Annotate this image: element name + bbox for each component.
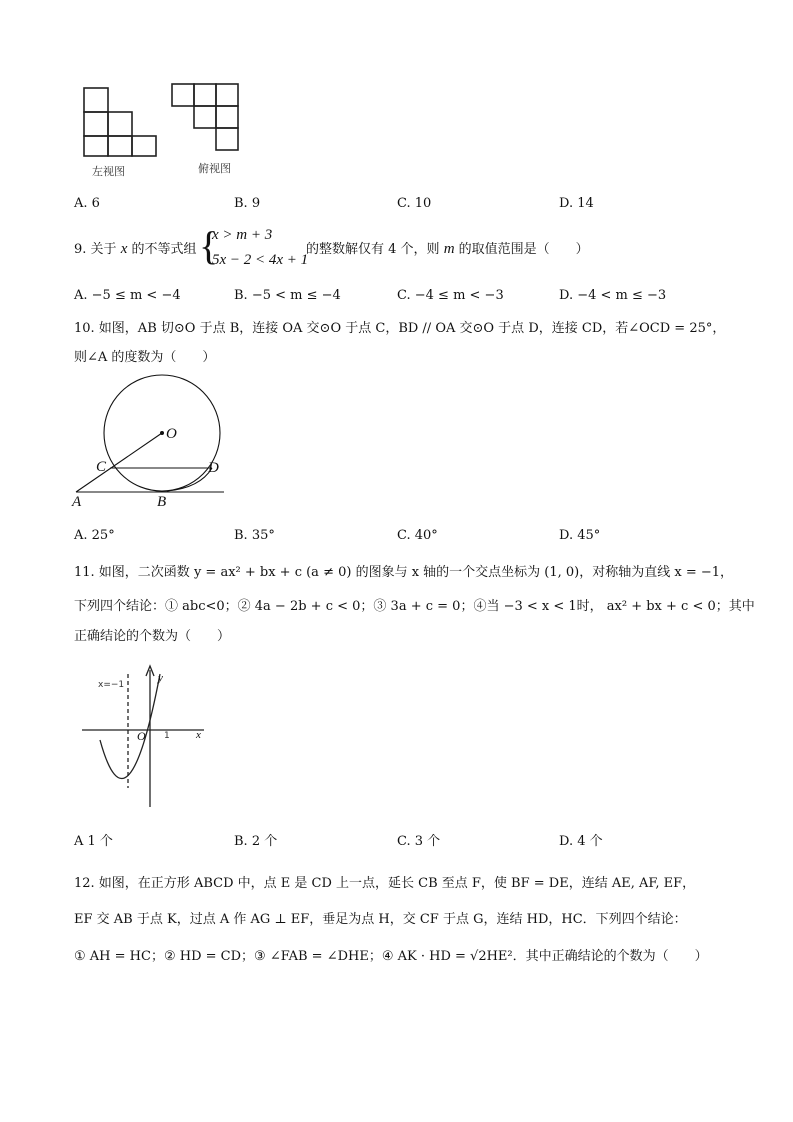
q11-option-b[interactable]: B. 2 个 xyxy=(234,834,278,849)
q10-label-d: D xyxy=(208,460,219,476)
q9-option-d[interactable]: D. −4 < m ≤ −3 xyxy=(559,288,667,303)
q10-option-b[interactable]: B. 35° xyxy=(234,528,275,543)
q12-stem-line3: ① AH = HC；② HD = CD；③ ∠FAB = ∠DHE；④ AK · HD = √2HE²．其中正确结论的个数为（ ） xyxy=(74,949,708,964)
q11-axis-label: x=−1 xyxy=(98,680,125,690)
q11-stem-line1: 11. 如图，二次函数 y = ax² + bx + c (a ≠ 0) 的图象与 x 轴的一个交点坐标为 (1, 0)，对称轴为直线 x = −1， xyxy=(74,565,734,580)
q9-brace: { xyxy=(199,223,219,268)
q10-stem-line2: 则∠A 的度数为（ ） xyxy=(74,350,216,365)
q10-label-b: B xyxy=(157,494,167,510)
q10-label-o: O xyxy=(166,426,177,442)
q11-option-a[interactable]: A 1 个 xyxy=(74,834,113,849)
q9-stem-tail: 的整数解仅有 4 个，则 m 的取值范围是（ ） xyxy=(306,241,589,257)
q9-stem: 9. 关于 x 的不等式组 xyxy=(74,241,197,257)
q12-stem-line1: 12. 如图，在正方形 ABCD 中，点 E 是 CD 上一点，延长 CB 至点 F，使 BF = DE，连结 AE, AF, EF， xyxy=(74,876,696,891)
q8-option-b[interactable]: B. 9 xyxy=(234,196,261,211)
q12-stem-line2: EF 交 AB 于点 K，过点 A 作 AG ⊥ EF，垂足为点 H，交 CF 于点 G，连结 HD，HC．下列四个结论： xyxy=(74,912,687,927)
q11-one-label: 1 xyxy=(164,731,170,741)
q9-option-b[interactable]: B. −5 < m ≤ −4 xyxy=(234,288,341,303)
q11-origin-label: O xyxy=(137,729,146,743)
q11-x-label: x xyxy=(196,729,201,741)
left-view-caption: 左视图 xyxy=(92,165,125,178)
q9-inequality-2: 5x − 2 < 4x + 1 xyxy=(212,252,309,268)
q10-option-a[interactable]: A. 25° xyxy=(74,528,115,543)
q9-option-c[interactable]: C. −4 ≤ m < −3 xyxy=(397,288,504,303)
q10-label-c: C xyxy=(96,459,107,475)
q11-option-d[interactable]: D. 4 个 xyxy=(559,834,603,849)
q11-y-label: y xyxy=(158,672,163,684)
q9-option-a[interactable]: A. −5 ≤ m < −4 xyxy=(74,288,181,303)
q10-stem-line1: 10. 如图，AB 切⊙O 于点 B，连接 OA 交⊙O 于点 C，BD // OA 交⊙O 于点 D，连接 CD，若∠OCD = 25°， xyxy=(74,321,726,336)
top-view-caption: 俯视图 xyxy=(198,162,231,175)
q10-option-c[interactable]: C. 40° xyxy=(397,528,438,543)
q8-option-c[interactable]: C. 10 xyxy=(397,196,432,211)
q11-option-c[interactable]: C. 3 个 xyxy=(397,834,441,849)
top-view-figure xyxy=(170,80,250,160)
q10-label-a: A xyxy=(72,494,82,510)
q10-option-d[interactable]: D. 45° xyxy=(559,528,601,543)
left-view-figure xyxy=(78,80,168,160)
q11-stem-line3: 正确结论的个数为（ ） xyxy=(74,629,231,644)
q11-stem-line2: 下列四个结论：① abc<0；② 4a − 2b + c < 0；③ 3a + c = 0；④当 −3 < x < 1时， ax² + bx + c < 0；其中 xyxy=(74,599,755,614)
q9-inequality-1: x > m + 3 xyxy=(212,227,273,243)
q8-option-a[interactable]: A. 6 xyxy=(74,196,100,211)
q10-circle-figure xyxy=(70,370,240,510)
q8-option-d[interactable]: D. 14 xyxy=(559,196,594,211)
